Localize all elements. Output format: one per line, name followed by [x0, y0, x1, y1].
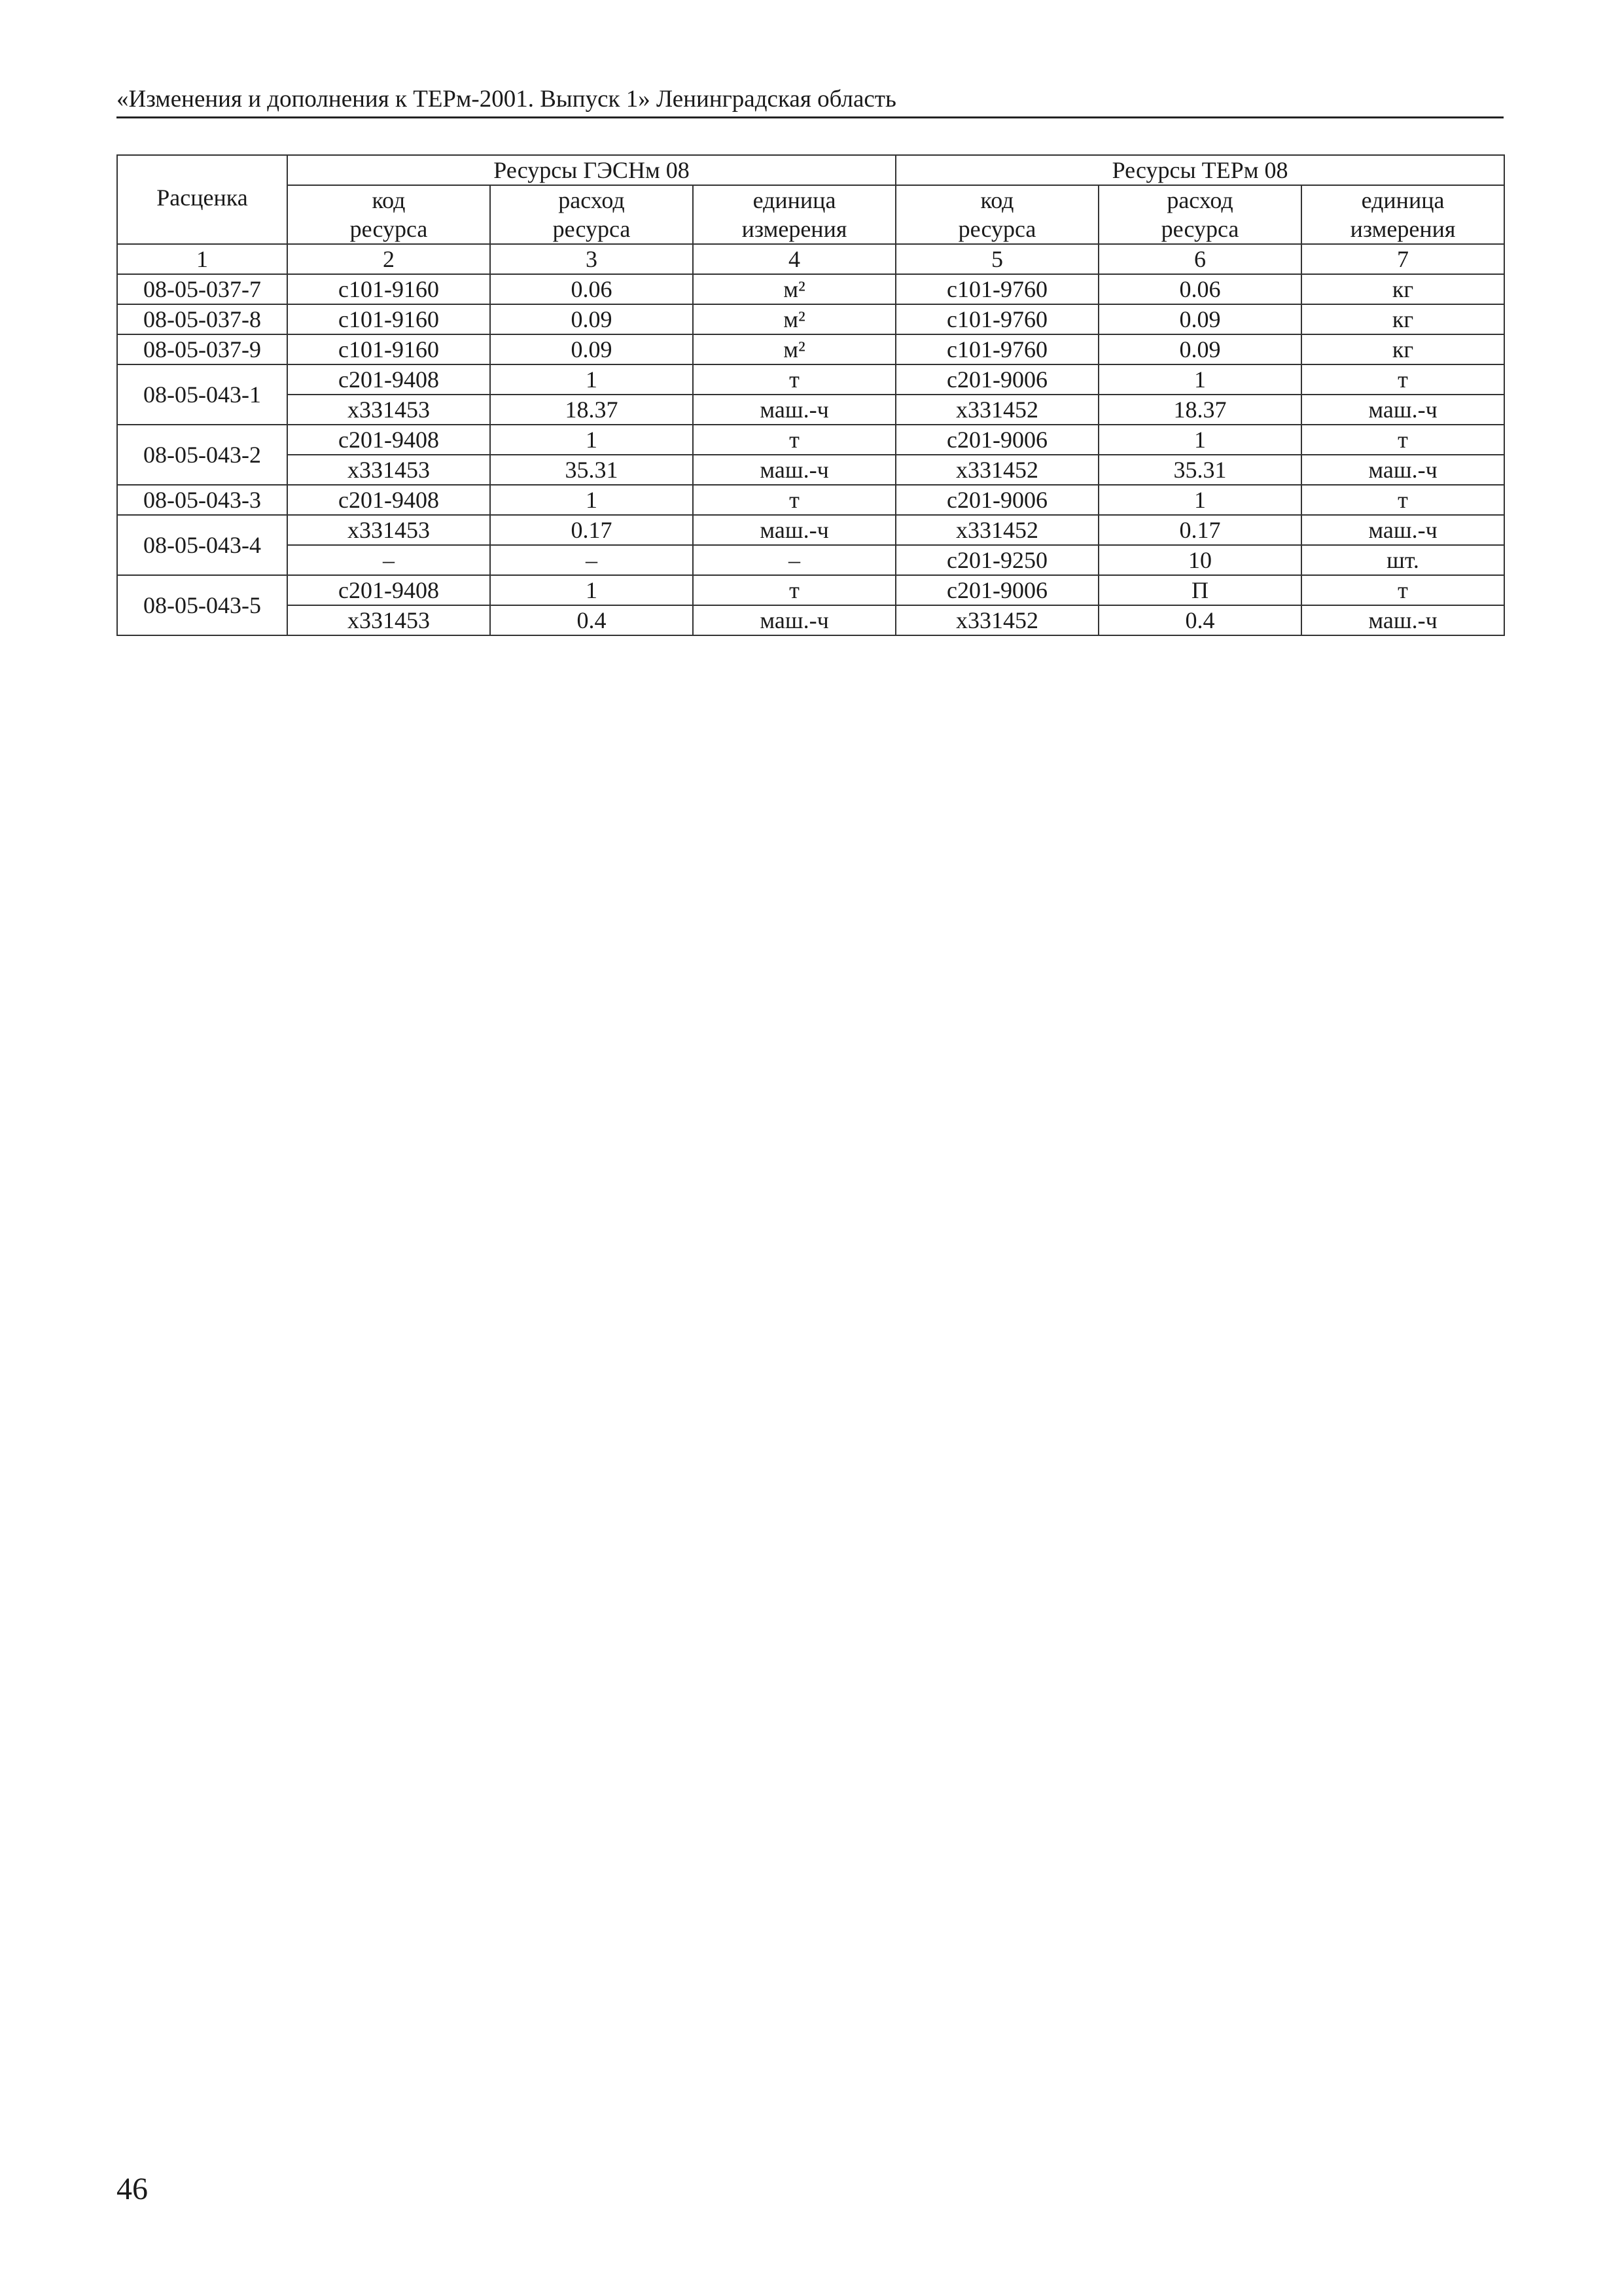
table-header-group-row	[117, 155, 1504, 185]
ter-unit: маш.-ч	[1301, 455, 1504, 485]
ter-consumption: 0.09	[1099, 334, 1301, 364]
gesn-unit: –	[693, 545, 896, 575]
table-column-numbers-row	[117, 244, 1504, 274]
gesn-resource-code: х331453	[287, 395, 490, 425]
column-number: 6	[1099, 244, 1301, 274]
table-row	[117, 304, 1504, 334]
gesn-resource-code: –	[287, 545, 490, 575]
gesn-resource-code: х331453	[287, 515, 490, 545]
column-number: 4	[693, 244, 896, 274]
ter-unit: т	[1301, 575, 1504, 605]
ter-resource-code: с201-9006	[896, 425, 1099, 455]
ter-resource-code: х331452	[896, 605, 1099, 635]
rate-code: 08-05-043-1	[117, 364, 287, 425]
table-row	[117, 545, 1504, 575]
ter-resource-code: с101-9760	[896, 304, 1099, 334]
gesn-resource-code: с201-9408	[287, 364, 490, 395]
ter-resource-code: с101-9760	[896, 274, 1099, 304]
gesn-consumption: 0.4	[490, 605, 693, 635]
gesn-unit: маш.-ч	[693, 605, 896, 635]
ter-resource-code: с201-9006	[896, 485, 1099, 515]
header-gesn-unit: единица измерения	[693, 185, 896, 244]
ter-unit: маш.-ч	[1301, 605, 1504, 635]
gesn-resource-code: с201-9408	[287, 485, 490, 515]
ter-resource-code: х331452	[896, 395, 1099, 425]
gesn-consumption: –	[490, 545, 693, 575]
rate-code: 08-05-037-7	[117, 274, 287, 304]
header-gesn-qty: расход ресурса	[490, 185, 693, 244]
rate-code: 08-05-043-3	[117, 485, 287, 515]
ter-resource-code: с201-9006	[896, 364, 1099, 395]
header-ter-qty: расход ресурса	[1099, 185, 1301, 244]
header-rate: Расценка	[117, 155, 287, 244]
gesn-resource-code: с201-9408	[287, 575, 490, 605]
table-row	[117, 334, 1504, 364]
gesn-consumption: 35.31	[490, 455, 693, 485]
ter-consumption: 0.17	[1099, 515, 1301, 545]
page-number: 46	[116, 2172, 148, 2206]
ter-resource-code: с201-9250	[896, 545, 1099, 575]
gesn-unit: т	[693, 364, 896, 395]
gesn-consumption: 1	[490, 425, 693, 455]
ter-consumption: 1	[1099, 425, 1301, 455]
table-row	[117, 455, 1504, 485]
table-row	[117, 395, 1504, 425]
running-header: «Изменения и дополнения к ТЕРм-2001. Выпуск 1» Ленинградская область	[116, 85, 1504, 118]
gesn-consumption: 1	[490, 575, 693, 605]
gesn-unit: м²	[693, 334, 896, 364]
ter-unit: шт.	[1301, 545, 1504, 575]
gesn-unit: т	[693, 425, 896, 455]
ter-consumption: 1	[1099, 364, 1301, 395]
table-row	[117, 485, 1504, 515]
ter-consumption: П	[1099, 575, 1301, 605]
gesn-consumption: 0.09	[490, 304, 693, 334]
rate-code: 08-05-043-2	[117, 425, 287, 485]
gesn-unit: м²	[693, 304, 896, 334]
ter-resource-code: х331452	[896, 455, 1099, 485]
table-row	[117, 425, 1504, 455]
ter-consumption: 18.37	[1099, 395, 1301, 425]
table-row	[117, 605, 1504, 635]
table-row	[117, 575, 1504, 605]
gesn-unit: маш.-ч	[693, 455, 896, 485]
ter-unit: маш.-ч	[1301, 515, 1504, 545]
gesn-unit: т	[693, 575, 896, 605]
gesn-unit: маш.-ч	[693, 515, 896, 545]
gesn-unit: м²	[693, 274, 896, 304]
gesn-resource-code: с101-9160	[287, 274, 490, 304]
table-row	[117, 274, 1504, 304]
ter-unit: кг	[1301, 274, 1504, 304]
ter-resource-code: с201-9006	[896, 575, 1099, 605]
ter-consumption: 10	[1099, 545, 1301, 575]
column-number: 5	[896, 244, 1099, 274]
table-row	[117, 364, 1504, 395]
gesn-consumption: 18.37	[490, 395, 693, 425]
ter-unit: т	[1301, 425, 1504, 455]
rate-code: 08-05-037-8	[117, 304, 287, 334]
header-ter-code: код ресурса	[896, 185, 1099, 244]
gesn-resource-code: х331453	[287, 455, 490, 485]
gesn-consumption: 0.09	[490, 334, 693, 364]
table-header-sub-row	[117, 185, 1504, 244]
gesn-unit: маш.-ч	[693, 395, 896, 425]
gesn-resource-code: с101-9160	[287, 334, 490, 364]
ter-unit: кг	[1301, 304, 1504, 334]
rate-code: 08-05-037-9	[117, 334, 287, 364]
header-gesn-code: код ресурса	[287, 185, 490, 244]
ter-unit: маш.-ч	[1301, 395, 1504, 425]
gesn-consumption: 1	[490, 485, 693, 515]
header-ter-unit: единица измерения	[1301, 185, 1504, 244]
column-number: 3	[490, 244, 693, 274]
column-number: 7	[1301, 244, 1504, 274]
gesn-consumption: 0.17	[490, 515, 693, 545]
ter-consumption: 35.31	[1099, 455, 1301, 485]
header-group-ter: Ресурсы ТЕРм 08	[896, 155, 1504, 185]
column-number: 1	[117, 244, 287, 274]
table-row	[117, 515, 1504, 545]
column-number: 2	[287, 244, 490, 274]
ter-resource-code: х331452	[896, 515, 1099, 545]
ter-consumption: 1	[1099, 485, 1301, 515]
ter-consumption: 0.06	[1099, 274, 1301, 304]
ter-resource-code: с101-9760	[896, 334, 1099, 364]
ter-unit: кг	[1301, 334, 1504, 364]
rates-table	[116, 154, 1505, 636]
gesn-resource-code: х331453	[287, 605, 490, 635]
ter-unit: т	[1301, 364, 1504, 395]
ter-unit: т	[1301, 485, 1504, 515]
gesn-unit: т	[693, 485, 896, 515]
gesn-resource-code: с101-9160	[287, 304, 490, 334]
rate-code: 08-05-043-5	[117, 575, 287, 635]
ter-consumption: 0.4	[1099, 605, 1301, 635]
ter-consumption: 0.09	[1099, 304, 1301, 334]
gesn-consumption: 0.06	[490, 274, 693, 304]
gesn-consumption: 1	[490, 364, 693, 395]
rate-code: 08-05-043-4	[117, 515, 287, 575]
gesn-resource-code: с201-9408	[287, 425, 490, 455]
header-group-gesn: Ресурсы ГЭСНм 08	[287, 155, 896, 185]
